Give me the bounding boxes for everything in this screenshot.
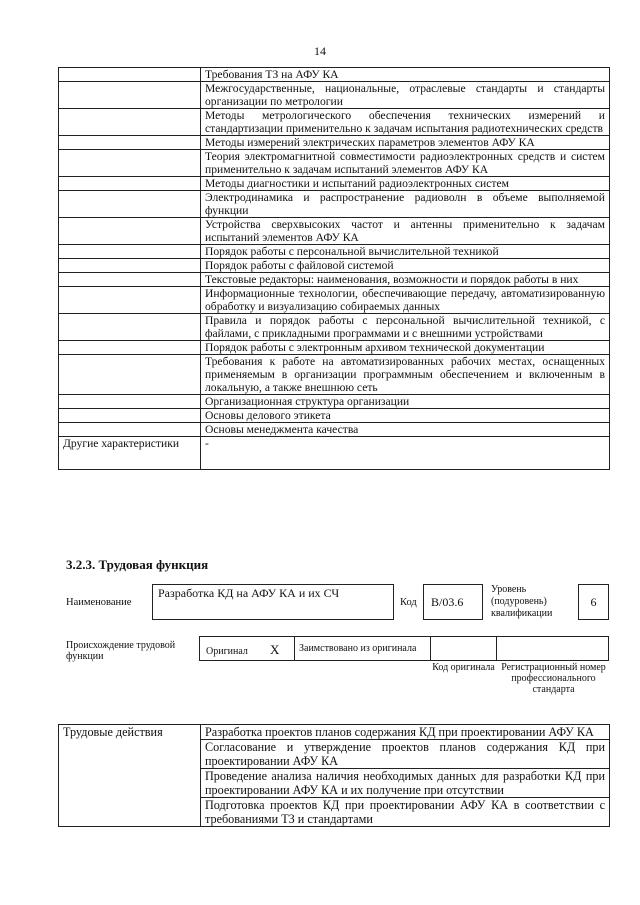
table-row bbox=[59, 355, 610, 395]
requirement-item: Основы делового этикета bbox=[201, 409, 610, 423]
page-number: 14 bbox=[314, 44, 326, 58]
labor-action-item: Проведение анализа наличия необходимых данных для разработки КД при проектировании АФУ КА и их получение при отсутствии bbox=[201, 769, 610, 798]
knowledge-requirements-table bbox=[58, 67, 610, 470]
row-label-empty bbox=[59, 341, 201, 355]
row-label-empty bbox=[59, 136, 201, 150]
table-row bbox=[59, 82, 610, 109]
other-characteristics-label: Другие характеристики bbox=[59, 437, 201, 470]
section-title: 3.2.3. Трудовая функция bbox=[66, 557, 209, 572]
row-label-empty bbox=[59, 273, 201, 287]
labor-action-item: Подготовка проектов КД при проектировании АФУ КА в соответствии с требованиями ТЗ и стандартами bbox=[201, 798, 610, 827]
requirement-item: Порядок работы с электронным архивом технической документации bbox=[201, 341, 610, 355]
requirement-item: Организационная структура организации bbox=[201, 395, 610, 409]
table-row bbox=[59, 150, 610, 177]
function-name-value: Разработка КД на АФУ КА и их СЧ bbox=[152, 584, 394, 620]
table-row bbox=[59, 437, 610, 470]
labor-actions-label: Трудовые действия bbox=[59, 725, 201, 827]
row-label-empty bbox=[59, 109, 201, 136]
original-cell bbox=[199, 636, 295, 661]
original-code-label: Код оригинала bbox=[432, 662, 495, 673]
table-row bbox=[59, 191, 610, 218]
row-label-empty bbox=[59, 259, 201, 273]
row-label-empty bbox=[59, 287, 201, 314]
requirement-item: Требования ТЗ на АФУ КА bbox=[201, 68, 610, 82]
qualification-level-value: 6 bbox=[578, 584, 609, 620]
table-row bbox=[59, 245, 610, 259]
table-row bbox=[59, 218, 610, 245]
registration-number-label: Регистрационный номер профессионального стандарта bbox=[501, 662, 606, 695]
code-label: Код bbox=[400, 597, 417, 608]
row-label-empty bbox=[59, 423, 201, 437]
labor-actions-table bbox=[58, 724, 610, 827]
table-row bbox=[59, 725, 610, 740]
row-label-empty bbox=[59, 150, 201, 177]
name-label: Наименование bbox=[66, 597, 132, 608]
original-label: Оригинал bbox=[206, 646, 248, 657]
requirement-item: Требования к работе на автоматизированных рабочих местах, оснащенных применяемым в организации программным обеспечением и включенным в локальную, а также внешнюю сеть bbox=[201, 355, 610, 395]
requirement-item: Основы менеджмента качества bbox=[201, 423, 610, 437]
borrowed-label: Заимствовано из оригинала bbox=[299, 643, 417, 654]
table-row bbox=[59, 409, 610, 423]
table-row bbox=[59, 259, 610, 273]
requirement-item: Методы метрологического обеспечения технических измерений и стандартизации применительно к задачам испытания радиотехнических средств bbox=[201, 109, 610, 136]
table-row bbox=[59, 287, 610, 314]
row-label-empty bbox=[59, 395, 201, 409]
origin-label: Происхождение трудовой функции bbox=[66, 640, 176, 662]
table-row bbox=[59, 423, 610, 437]
table-row bbox=[59, 109, 610, 136]
requirement-item: Порядок работы с файловой системой bbox=[201, 259, 610, 273]
requirement-item: Правила и порядок работы с персональной вычислительной техникой, с файлами, с прикладными программами и с внешними устройствами bbox=[201, 314, 610, 341]
row-label-empty bbox=[59, 409, 201, 423]
requirement-item: Текстовые редакторы: наименования, возможности и порядок работы в них bbox=[201, 273, 610, 287]
requirement-item: Методы измерений электрических параметров элементов АФУ КА bbox=[201, 136, 610, 150]
table-row bbox=[59, 68, 610, 82]
table-row bbox=[59, 177, 610, 191]
labor-action-item: Согласование и утверждение проектов планов содержания КД при проектировании АФУ КА bbox=[201, 740, 610, 769]
row-label-empty bbox=[59, 191, 201, 218]
original-mark: X bbox=[270, 642, 280, 657]
row-label-empty bbox=[59, 355, 201, 395]
row-label-empty bbox=[59, 82, 201, 109]
table-row bbox=[59, 341, 610, 355]
borrowed-cell bbox=[294, 636, 431, 661]
other-characteristics-value: - bbox=[201, 437, 610, 470]
table-row bbox=[59, 314, 610, 341]
labor-action-item: Разработка проектов планов содержания КД при проектировании АФУ КА bbox=[201, 725, 610, 740]
row-label-empty bbox=[59, 68, 201, 82]
requirement-item: Устройства сверхвысоких частот и антенны применительно к задачам испытаний элементов АФУ КА bbox=[201, 218, 610, 245]
requirement-item: Межгосударственные, национальные, отраслевые стандарты и стандарты организации по метрологии bbox=[201, 82, 610, 109]
qualification-level-label: Уровень (подуровень) квалификации bbox=[491, 584, 553, 619]
row-label-empty bbox=[59, 314, 201, 341]
function-code-value: B/03.6 bbox=[423, 584, 483, 620]
registration-number-cell bbox=[496, 636, 609, 661]
requirement-item: Электродинамика и распространение радиоволн в объеме выполняемой функции bbox=[201, 191, 610, 218]
requirement-item: Информационные технологии, обеспечивающие передачу, автоматизированную обработку и визуализацию собираемых данных bbox=[201, 287, 610, 314]
requirement-item: Теория электромагнитной совместимости радиоэлектронных средств и систем применительно к задачам испытаний элементов АФУ КА bbox=[201, 150, 610, 177]
requirement-item: Порядок работы с персональной вычислительной техникой bbox=[201, 245, 610, 259]
table-row bbox=[59, 395, 610, 409]
row-label-empty bbox=[59, 245, 201, 259]
requirement-item: Методы диагностики и испытаний радиоэлектронных систем bbox=[201, 177, 610, 191]
table-row bbox=[59, 136, 610, 150]
row-label-empty bbox=[59, 177, 201, 191]
original-code-cell bbox=[430, 636, 497, 661]
row-label-empty bbox=[59, 218, 201, 245]
table-row bbox=[59, 273, 610, 287]
